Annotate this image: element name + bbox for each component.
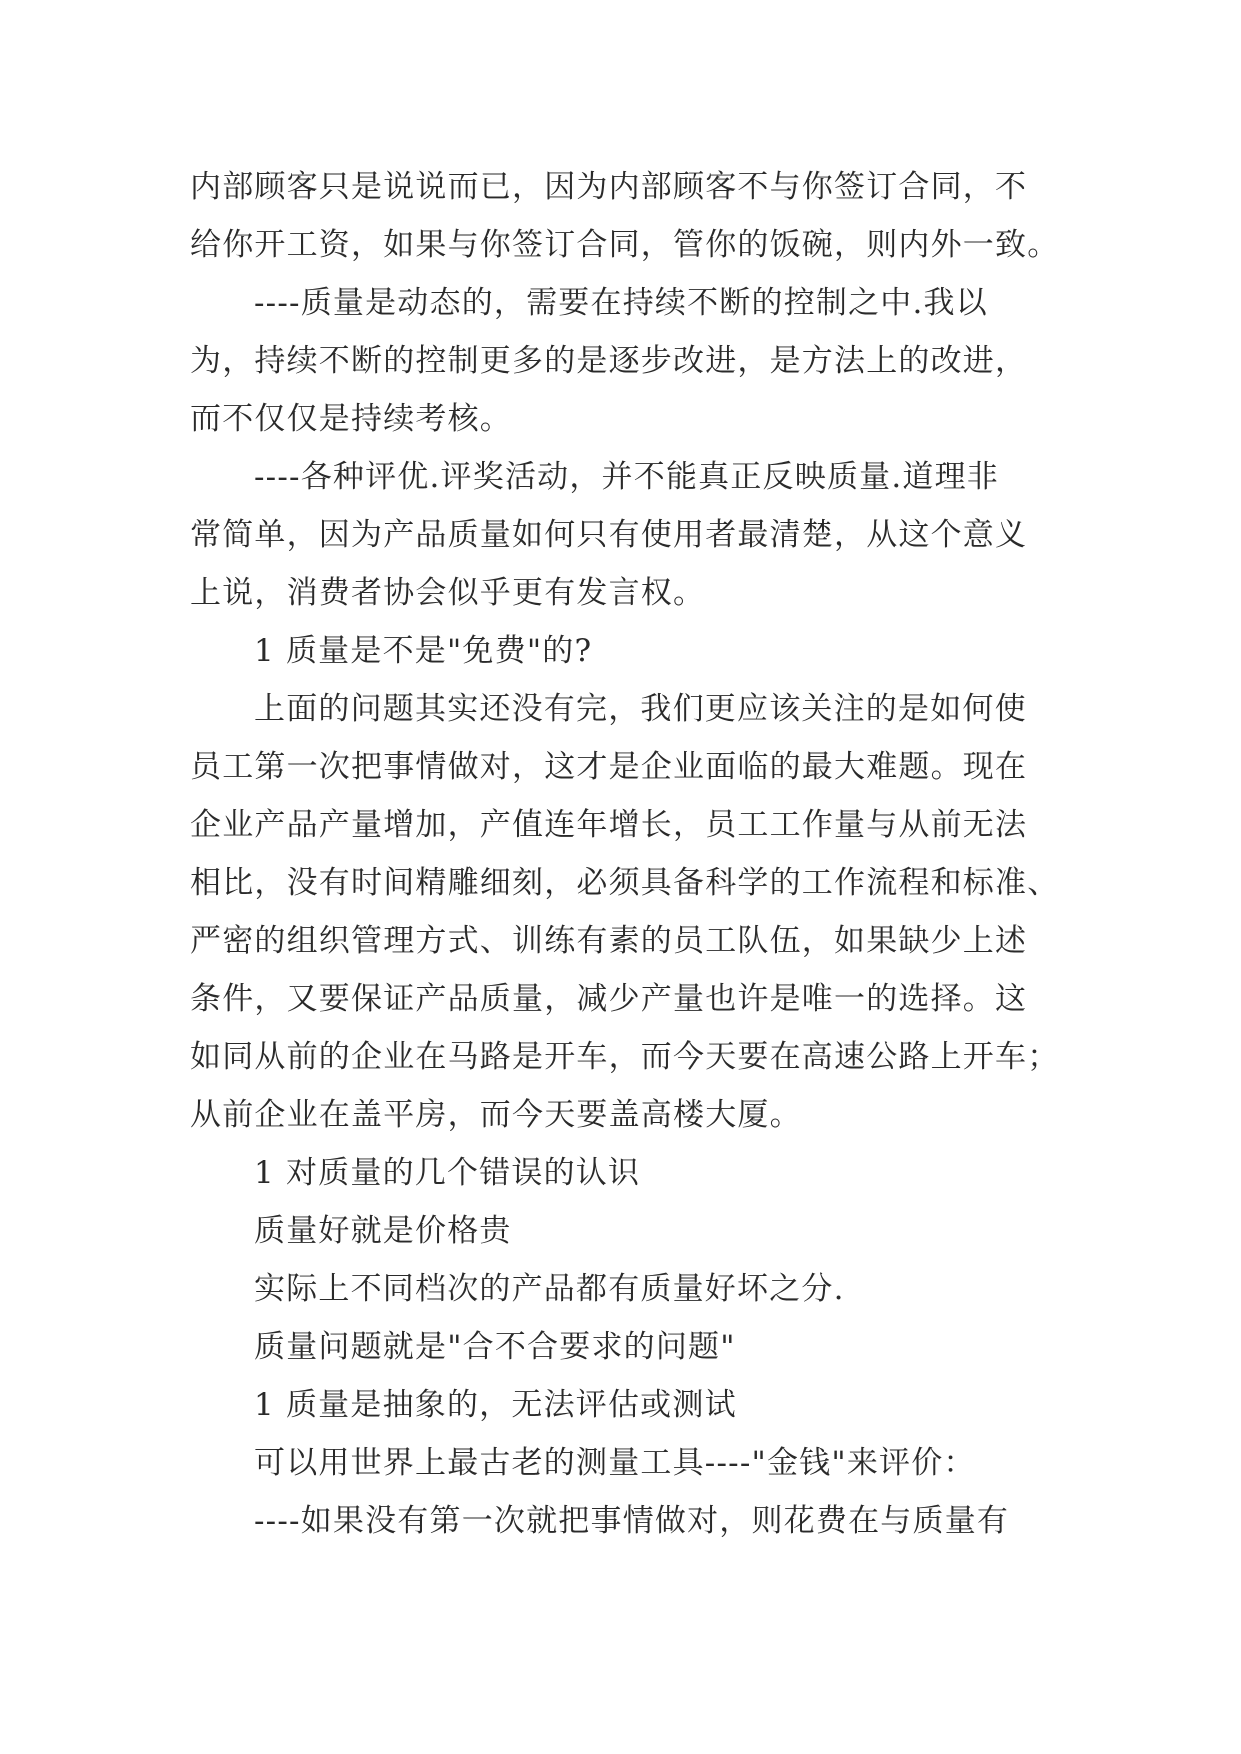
text-line: 而不仅仅是持续考核。 (190, 401, 512, 437)
text-line: 内部顾客只是说说而已，因为内部顾客不与你签订合同，不 (190, 169, 1028, 205)
text-line: 从前企业在盖平房，而今天要盖高楼大厦。 (190, 1097, 802, 1133)
text-line: 给你开工资，如果与你签订合同，管你的饭碗，则内外一致。 (190, 227, 1060, 263)
text-line: 为，持续不断的控制更多的是逐步改进，是方法上的改进， (190, 343, 1028, 379)
section-heading: 1 对质量的几个错误的认识 (254, 1155, 641, 1191)
text-line: 常简单，因为产品质量如何只有使用者最清楚，从这个意义 (190, 517, 1028, 553)
text-line: 条件，又要保证产品质量，减少产量也许是唯一的选择。这 (190, 981, 1028, 1017)
text-line: 员工第一次把事情做对，这才是企业面临的最大难题。现在 (190, 749, 1028, 785)
text-line: 质量好就是价格贵 (254, 1213, 512, 1249)
text-line: 相比，没有时间精雕细刻，必须具备科学的工作流程和标准、 (190, 865, 1060, 901)
text-line: 可以用世界上最古老的测量工具----"金钱"来评价： (254, 1445, 976, 1481)
text-line: 实际上不同档次的产品都有质量好坏之分. (254, 1271, 845, 1307)
text-line: 严密的组织管理方式、训练有素的员工队伍，如果缺少上述 (190, 923, 1028, 959)
text-line: 上面的问题其实还没有完，我们更应该关注的是如何使 (254, 691, 1027, 727)
section-heading: 1 质量是抽象的，无法评估或测试 (254, 1387, 737, 1423)
text-line: ----质量是动态的，需要在持续不断的控制之中.我以 (254, 285, 988, 321)
text-line: 企业产品产量增加，产值连年增长，员工工作量与从前无法 (190, 807, 1028, 843)
text-line: 质量问题就是"合不合要求的问题" (254, 1329, 736, 1365)
text-line: 上说，消费者协会似乎更有发言权。 (190, 575, 706, 611)
text-line: ----如果没有第一次就把事情做对，则花费在与质量有 (254, 1503, 1010, 1539)
text-line: 如同从前的企业在马路是开车，而今天要在高速公路上开车； (190, 1039, 1060, 1075)
section-heading: 1 质量是不是"免费"的? (254, 633, 593, 669)
text-line: ----各种评优.评奖活动，并不能真正反映质量.道理非 (254, 459, 1000, 495)
